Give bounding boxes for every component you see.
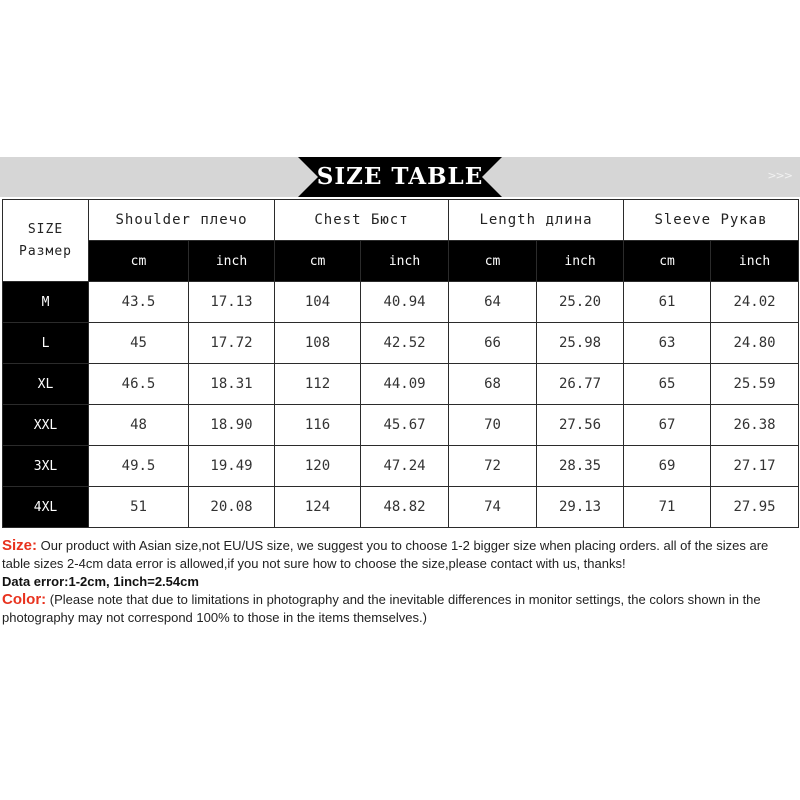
page-title: SIZE TABLE bbox=[316, 163, 484, 190]
table-row bbox=[3, 364, 799, 405]
size-header-ru: Размер bbox=[19, 243, 72, 259]
size-cell: L bbox=[3, 323, 89, 364]
value-cell: 61 bbox=[624, 282, 711, 323]
value-cell: 65 bbox=[624, 364, 711, 405]
value-cell: 25.20 bbox=[537, 282, 624, 323]
size-cell: XL bbox=[3, 364, 89, 405]
value-cell: 49.5 bbox=[89, 446, 189, 487]
unit-header: cm bbox=[275, 241, 361, 282]
chest-header: Chest Бюст bbox=[275, 200, 449, 241]
value-cell: 20.08 bbox=[189, 487, 275, 528]
value-cell: 26.38 bbox=[711, 405, 799, 446]
size-note-text: Our product with Asian size,not EU/US size, we suggest you to choose 1-2 bigger size when placing orders. all of the sizes are table sizes 2-4cm data error is allowed,if you not sure how to choose the size,please contact with us, thanks! bbox=[2, 538, 769, 571]
sleeve-header: Sleeve Рукав bbox=[624, 200, 799, 241]
unit-header: cm bbox=[624, 241, 711, 282]
value-cell: 18.90 bbox=[189, 405, 275, 446]
title-badge bbox=[298, 157, 502, 197]
value-cell: 26.77 bbox=[537, 364, 624, 405]
value-cell: 27.17 bbox=[711, 446, 799, 487]
size-header-en: SIZE bbox=[27, 221, 64, 237]
unit-header: cm bbox=[89, 241, 189, 282]
value-cell: 108 bbox=[275, 323, 361, 364]
value-cell: 48 bbox=[89, 405, 189, 446]
value-cell: 25.98 bbox=[537, 323, 624, 364]
color-note-label: Color: bbox=[2, 591, 47, 608]
data-error-note: Data error:1-2cm, 1inch=2.54cm bbox=[2, 574, 199, 589]
value-cell: 124 bbox=[275, 487, 361, 528]
value-cell: 66 bbox=[449, 323, 537, 364]
color-note bbox=[2, 591, 798, 627]
value-cell: 48.82 bbox=[361, 487, 449, 528]
value-cell: 43.5 bbox=[89, 282, 189, 323]
value-cell: 28.35 bbox=[537, 446, 624, 487]
banner-arrows: >>> bbox=[767, 169, 792, 182]
unit-header: cm bbox=[449, 241, 537, 282]
value-cell: 18.31 bbox=[189, 364, 275, 405]
value-cell: 63 bbox=[624, 323, 711, 364]
length-header: Length длина bbox=[449, 200, 624, 241]
value-cell: 19.49 bbox=[189, 446, 275, 487]
value-cell: 116 bbox=[275, 405, 361, 446]
unit-header: inch bbox=[711, 241, 799, 282]
size-cell: 3XL bbox=[3, 446, 89, 487]
unit-header: inch bbox=[361, 241, 449, 282]
value-cell: 17.72 bbox=[189, 323, 275, 364]
value-cell: 29.13 bbox=[537, 487, 624, 528]
table-row bbox=[3, 487, 799, 528]
size-table bbox=[2, 199, 799, 528]
table-row bbox=[3, 405, 799, 446]
table-row bbox=[3, 446, 799, 487]
size-note bbox=[2, 537, 798, 573]
value-cell: 17.13 bbox=[189, 282, 275, 323]
size-cell: XXL bbox=[3, 405, 89, 446]
value-cell: 45.67 bbox=[361, 405, 449, 446]
value-cell: 46.5 bbox=[89, 364, 189, 405]
notes-section bbox=[2, 537, 798, 627]
value-cell: 71 bbox=[624, 487, 711, 528]
value-cell: 70 bbox=[449, 405, 537, 446]
value-cell: 104 bbox=[275, 282, 361, 323]
value-cell: 27.56 bbox=[537, 405, 624, 446]
value-cell: 24.02 bbox=[711, 282, 799, 323]
value-cell: 67 bbox=[624, 405, 711, 446]
value-cell: 120 bbox=[275, 446, 361, 487]
unit-header: inch bbox=[189, 241, 275, 282]
value-cell: 24.80 bbox=[711, 323, 799, 364]
value-cell: 68 bbox=[449, 364, 537, 405]
size-note-label: Size: bbox=[2, 537, 38, 554]
shoulder-header: Shoulder плечо bbox=[89, 200, 275, 241]
size-column-header bbox=[3, 200, 89, 282]
value-cell: 74 bbox=[449, 487, 537, 528]
value-cell: 27.95 bbox=[711, 487, 799, 528]
size-cell: M bbox=[3, 282, 89, 323]
value-cell: 44.09 bbox=[361, 364, 449, 405]
table-row bbox=[3, 323, 799, 364]
value-cell: 47.24 bbox=[361, 446, 449, 487]
value-cell: 40.94 bbox=[361, 282, 449, 323]
color-note-text: (Please note that due to limitations in photography and the inevitable differences in monitor settings, the colors shown in the photography may not correspond 100% to those in the items themselves.) bbox=[2, 592, 761, 625]
table-row bbox=[3, 282, 799, 323]
value-cell: 51 bbox=[89, 487, 189, 528]
value-cell: 25.59 bbox=[711, 364, 799, 405]
value-cell: 64 bbox=[449, 282, 537, 323]
group-header-row bbox=[3, 200, 799, 241]
value-cell: 112 bbox=[275, 364, 361, 405]
value-cell: 42.52 bbox=[361, 323, 449, 364]
unit-header-row bbox=[3, 241, 799, 282]
value-cell: 69 bbox=[624, 446, 711, 487]
size-cell: 4XL bbox=[3, 487, 89, 528]
value-cell: 72 bbox=[449, 446, 537, 487]
unit-header: inch bbox=[537, 241, 624, 282]
value-cell: 45 bbox=[89, 323, 189, 364]
